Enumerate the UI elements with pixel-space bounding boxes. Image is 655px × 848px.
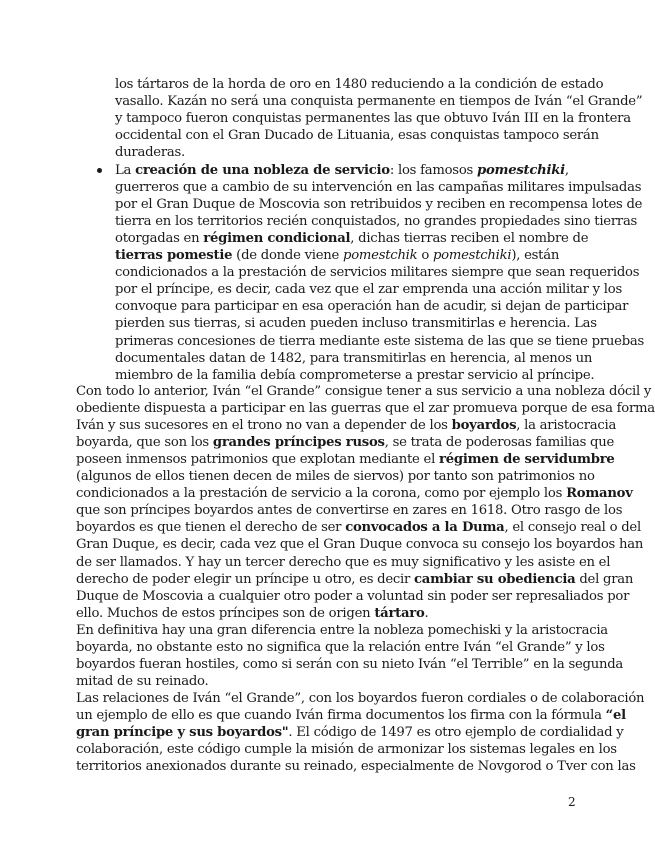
text-run: (de donde viene: [232, 248, 344, 263]
text-run: ), están: [511, 248, 560, 263]
text-run: tierras pomestie: [115, 248, 233, 263]
text-run: y tampoco fueron conquistas permanentes las que obtuvo Iván III en la frontera: [115, 111, 631, 127]
bullet-text-line: [115, 230, 588, 247]
text-run: guerreros que a cambio de su intervención en las campañas militares impulsadas: [115, 179, 642, 195]
text-run: obediente dispuesta a participar en las guerras que el zar promueva porque de esa forma: [76, 401, 655, 417]
text-run: occidental con el Gran Ducado de Lituania, esas conquistas tampoco serán: [115, 128, 599, 144]
text-run: territorios anexionados durante su reinado, especialmente de Novgorod o Tver con las: [76, 759, 636, 775]
text-run: Romanov: [566, 486, 633, 502]
text-run: poseen inmensos patrimonios que explotan mediante el: [76, 452, 440, 468]
text-run: miembro de la familia debía comprometerse a prestar servicio al príncipe.: [115, 367, 595, 383]
text-run: pomestchiki: [432, 248, 512, 263]
text-run: Las relaciones de Iván “el Grande”, con los boyardos fueron cordiales o de colaboración: [76, 690, 645, 706]
text-run: boyarda, no obstante esto no significa que la relación entre Iván “el Grande” y los: [76, 639, 605, 655]
bullet-text-line: [115, 127, 599, 144]
text-run: un ejemplo de ello es que cuando Iván firma documentos los firma con la fórmula: [76, 707, 606, 723]
bullet-marker: [97, 168, 102, 173]
text-run: cambiar su obediencia: [414, 571, 576, 587]
text-run: , se trata de poderosas familias que: [384, 435, 615, 451]
text-run: : los famosos: [389, 162, 477, 178]
text-run: , dichas tierras reciben el nombre de: [350, 230, 589, 246]
body-text-line: [76, 605, 428, 622]
text-run: Iván y sus sucesores en el trono no van a depender de los: [76, 418, 452, 434]
body-text-line: [76, 417, 616, 434]
body-text-line: [76, 639, 605, 656]
text-run: En definitiva hay una gran diferencia entre la nobleza pomechiski y la aristocracia: [76, 622, 608, 638]
text-run: colaboración, este código cumple la misión de armonizar los sistemas legales en los: [76, 742, 617, 758]
text-run: Duque de Moscovia a cualquier otro poder a voluntad sin poder ser represaliados por: [76, 588, 630, 604]
text-run: documentales datan de 1482, para transmitirlas en herencia, al menos un: [115, 350, 593, 366]
bullet-text-line: [115, 247, 559, 264]
text-run: tierra en los territorios recién conquistados, no grandes propiedades sino tierras: [115, 213, 638, 229]
text-run: Con todo lo anterior, Iván “el Grande” consigue tener a sus servicio a una nobleza dócil y: [76, 384, 652, 399]
bullet-text-line: [115, 179, 641, 196]
text-run: pomestchik: [343, 248, 418, 263]
bullet-text-line: [115, 196, 642, 213]
text-run: que son príncipes boyardos antes de convertirse en zares en 1618. Otro rasgo de los: [76, 503, 623, 519]
text-run: tártaro: [374, 605, 425, 621]
text-run: otorgadas en: [115, 230, 204, 246]
bullet-text-line: [115, 213, 637, 230]
text-run: boyardos fueran hostiles, como si serán con su nieto Iván “el Terrible” en la segunda: [76, 656, 624, 672]
text-run: los tártaros de la horda de oro en 1480 reduciendo a la condición de estado: [115, 77, 604, 92]
bullet-text-line: [115, 110, 631, 127]
text-run: derecho de poder elegir un príncipe u otro, es decir: [76, 571, 414, 587]
text-run: condicionados a la prestación de servicio a la corona, como por ejemplo los: [76, 486, 567, 502]
body-text-line: [76, 468, 595, 485]
bullet-text-line: [115, 333, 644, 350]
body-text-line: [76, 485, 633, 502]
body-text-line: [76, 451, 615, 468]
text-run: o: [417, 248, 433, 263]
text-run: por el príncipe, es decir, cada vez que el zar emprenda una acción militar y los: [115, 282, 622, 298]
body-text-line: [76, 536, 643, 553]
body-text-line: [76, 383, 651, 400]
body-text-line: [76, 571, 633, 588]
body-text-line: [76, 707, 626, 724]
text-run: régimen de servidumbre: [439, 452, 615, 468]
body-text-line: [76, 656, 623, 673]
text-run: convocados a la Duma: [345, 520, 505, 536]
text-run: por el Gran Duque de Moscovia son retribuidos y reciben en recompensa lotes de: [115, 196, 643, 212]
body-text-line: [76, 758, 636, 775]
text-run: . El código de 1497 es otro ejemplo de cordialidad y: [288, 725, 624, 740]
page-number: 2: [568, 795, 576, 809]
text-run: boyardos es que tienen el derecho de ser: [76, 520, 346, 536]
text-run: convoque para participar en esa operación han de acudir, si dejan de participar: [115, 299, 629, 315]
body-text-line: [76, 519, 641, 536]
bullet-text-line: [115, 350, 592, 367]
text-run: , la aristocracia: [516, 418, 617, 434]
text-run: del gran: [575, 571, 634, 587]
text-run: duraderas.: [115, 145, 185, 161]
bullet-text-line: [115, 315, 597, 332]
bullet-text-line: [115, 298, 628, 315]
text-run: Gran Duque, es decir, cada vez que el Gran Duque convoca su consejo los boyardos han: [76, 537, 644, 553]
bullet-text-line: [115, 93, 642, 110]
text-run: pomestchiki: [476, 162, 565, 178]
text-run: , el consejo real o del: [504, 520, 641, 536]
text-run: régimen condicional: [203, 230, 351, 246]
text-run: pierden sus tierras, si acuden pueden incluso transmitirlas e herencia. Las: [115, 316, 597, 332]
bullet-text-line: [115, 76, 603, 93]
body-text-line: [76, 400, 655, 417]
text-run: ,: [564, 162, 569, 178]
text-run: La: [115, 162, 136, 178]
body-text-line: [76, 502, 622, 519]
text-run: “el: [605, 707, 626, 723]
text-run: ello. Muchos de estos príncipes son de origen: [76, 605, 375, 621]
body-text-line: [76, 588, 629, 605]
body-text-line: [76, 724, 623, 741]
body-text-line: [76, 690, 644, 707]
text-run: condicionados a la prestación de servicios militares siempre que sean requeridos: [115, 265, 640, 281]
body-text-line: [76, 673, 208, 690]
body-text-line: [76, 554, 610, 571]
text-run: gran príncipe y sus boyardos": [76, 725, 289, 740]
text-run: grandes príncipes rusos: [212, 435, 385, 451]
text-run: creación de una nobleza de servicio: [135, 162, 390, 178]
text-run: (algunos de ellos tienen decen de miles de siervos) por tanto son patrimonios no: [76, 469, 595, 485]
text-run: boyarda, que son los: [76, 435, 213, 451]
text-run: mitad de su reinado.: [76, 673, 209, 689]
body-text-line: [76, 741, 617, 758]
bullet-text-line: [115, 264, 639, 281]
bullet-text-line: [115, 367, 594, 384]
text-run: vasallo. Kazán no será una conquista permanente en tiempos de Iván “el Grande”: [115, 94, 643, 110]
bullet-text-line: [115, 162, 569, 179]
body-text-line: [76, 434, 614, 451]
bullet-text-line: [115, 144, 185, 161]
body-text-line: [76, 622, 608, 639]
text-run: .: [424, 605, 429, 621]
bullet-text-line: [115, 281, 622, 298]
text-run: primeras concesiones de tierra mediante este sistema de las que se tiene pruebas: [115, 333, 645, 349]
text-run: de ser llamados. Y hay un tercer derecho que es muy significativo y les asiste en el: [76, 554, 611, 570]
text-run: boyardos: [451, 418, 517, 434]
